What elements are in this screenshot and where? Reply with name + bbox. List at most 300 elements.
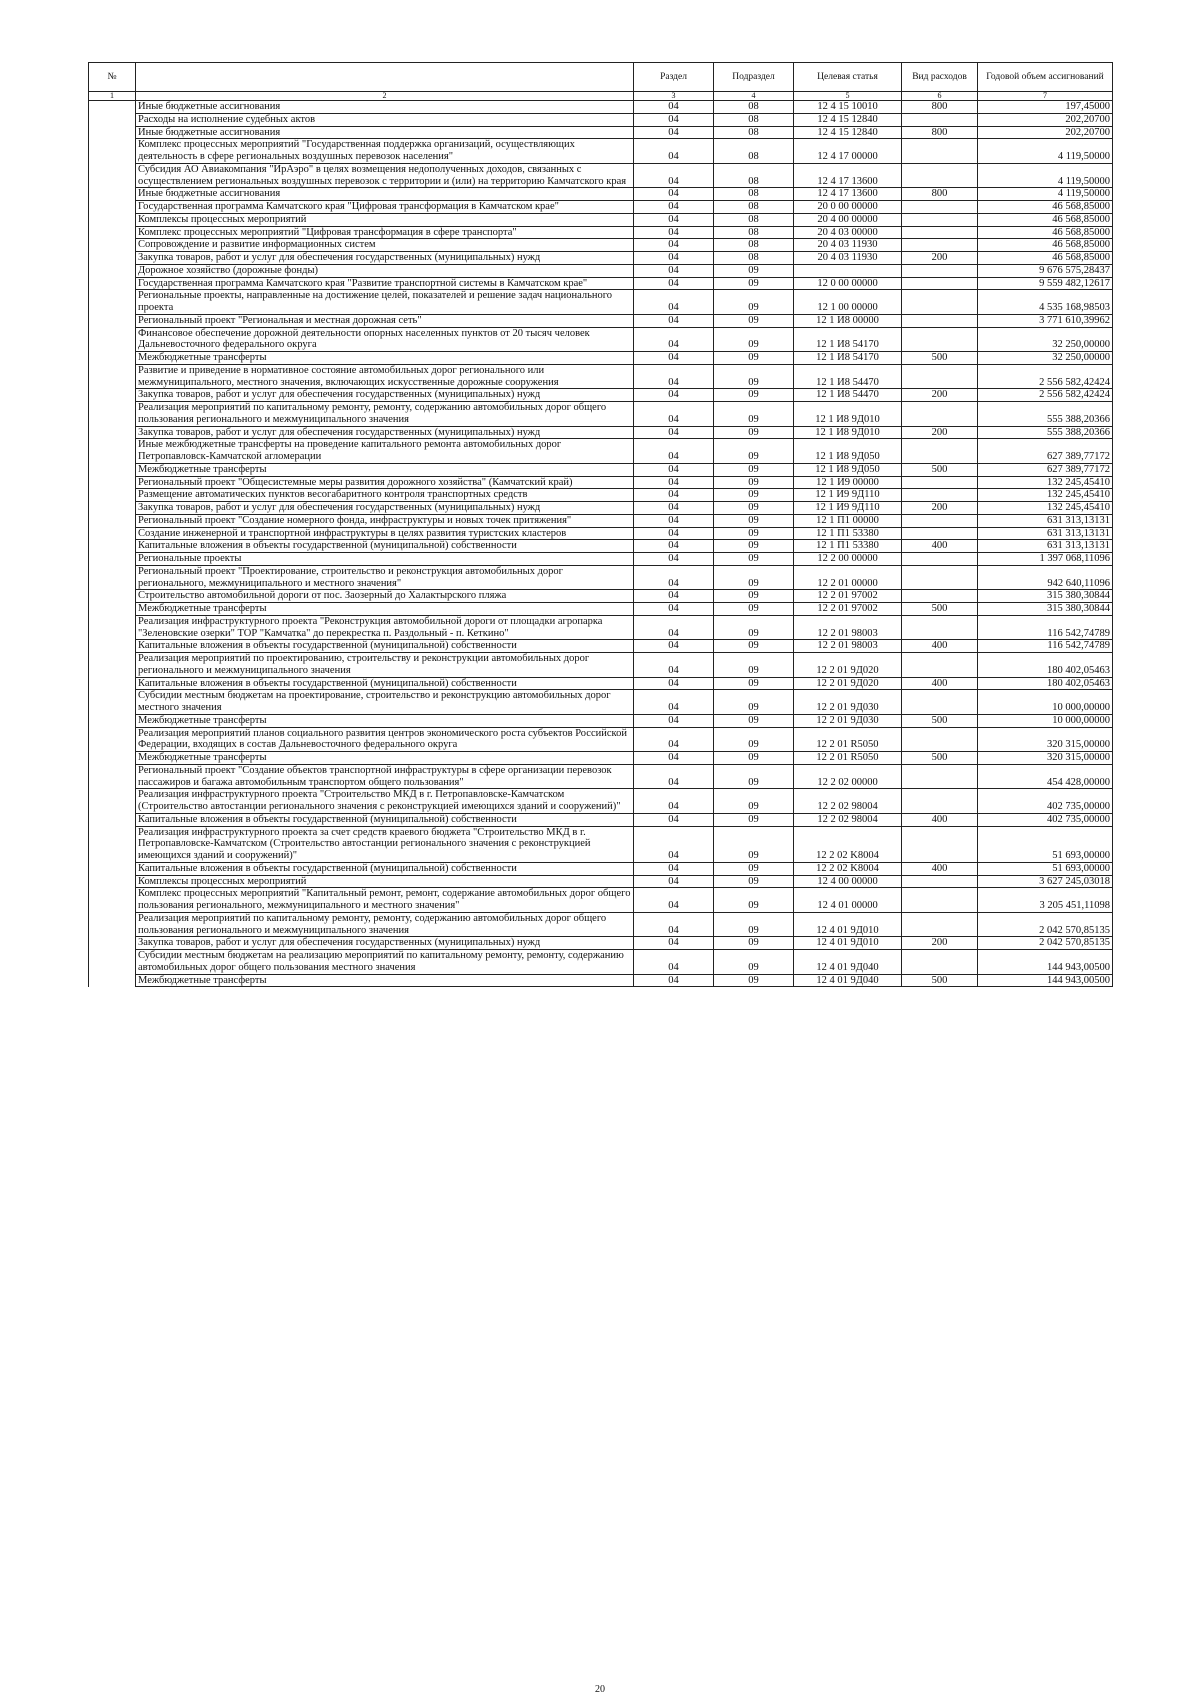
table-row [89,640,1113,653]
header-amount: Годовой объем ассигнований [978,63,1113,92]
article-cell: 12 4 15 10010 [794,101,902,114]
section-cell: 04 [634,888,714,913]
amount-cell: 116 542,74789 [978,640,1113,653]
section-cell: 04 [634,239,714,252]
article-cell: 12 2 01 98003 [794,615,902,640]
subsection-cell: 09 [714,950,794,975]
article-cell: 12 1 И9 9Д110 [794,502,902,515]
article-cell: 12 1 П1 53380 [794,540,902,553]
article-cell: 12 2 01 9Д020 [794,653,902,678]
article-cell: 12 2 01 R5050 [794,727,902,752]
amount-cell: 10 000,00000 [978,714,1113,727]
row-number-cell [89,290,136,315]
item-name-cell: Реализация инфраструктурного проекта "Реконструкция автомобильной дороги от площадки агропарка "Зеленовские озерки" ТОР "Камчатка" до перекрестка п. Раздольный - п. Кеткино" [136,615,634,640]
expense-kind-cell [902,489,978,502]
section-cell: 04 [634,950,714,975]
subsection-cell: 09 [714,937,794,950]
expense-kind-cell [902,290,978,315]
subsection-cell: 09 [714,862,794,875]
subsection-cell: 09 [714,590,794,603]
expense-kind-cell: 500 [902,714,978,727]
article-cell: 12 1 И8 9Д050 [794,463,902,476]
section-cell: 04 [634,514,714,527]
table-row [89,615,1113,640]
item-name-cell: Капитальные вложения в объекты государственной (муниципальной) собственности [136,677,634,690]
article-cell: 12 4 17 00000 [794,139,902,164]
amount-cell: 631 313,13131 [978,540,1113,553]
table-row [89,213,1113,226]
section-cell: 04 [634,463,714,476]
amount-cell: 454 428,00000 [978,764,1113,789]
item-name-cell: Региональный проект "Общесистемные меры развития дорожного хозяйства" (Камчатский край) [136,476,634,489]
table-row [89,139,1113,164]
article-cell: 12 4 01 9Д010 [794,937,902,950]
expense-kind-cell [902,950,978,975]
column-number: 6 [902,92,978,101]
expense-kind-cell: 800 [902,101,978,114]
expense-kind-cell: 400 [902,640,978,653]
item-name-cell: Капитальные вложения в объекты государственной (муниципальной) собственности [136,813,634,826]
section-cell: 04 [634,540,714,553]
amount-cell: 1 397 068,11096 [978,553,1113,566]
item-name-cell: Региональный проект "Проектирование, строительство и реконструкция автомобильных дорог регионального, межмуниципального и местного значения" [136,565,634,590]
expense-kind-cell [902,476,978,489]
row-number-cell [89,113,136,126]
amount-cell: 46 568,85000 [978,201,1113,214]
table-row [89,727,1113,752]
item-name-cell: Закупка товаров, работ и услуг для обеспечения государственных (муниципальных) нужд [136,252,634,265]
expense-kind-cell [902,615,978,640]
header-row [89,63,1113,92]
column-number: 7 [978,92,1113,101]
row-number-cell [89,813,136,826]
section-cell: 04 [634,264,714,277]
table-row [89,752,1113,765]
row-number-cell [89,912,136,937]
article-cell: 12 4 01 9Д040 [794,950,902,975]
table-row [89,677,1113,690]
expense-kind-cell [902,439,978,464]
amount-cell: 402 735,00000 [978,813,1113,826]
amount-cell: 3 205 451,11098 [978,888,1113,913]
section-cell: 04 [634,764,714,789]
amount-cell: 51 693,00000 [978,862,1113,875]
amount-cell: 32 250,00000 [978,327,1113,352]
article-cell: 12 0 00 00000 [794,277,902,290]
expense-kind-cell: 800 [902,126,978,139]
table-row [89,439,1113,464]
section-cell: 04 [634,640,714,653]
table-row [89,402,1113,427]
row-number-cell [89,188,136,201]
row-number-cell [89,163,136,188]
table-row [89,188,1113,201]
expense-kind-cell [902,653,978,678]
article-cell: 12 1 И8 9Д010 [794,402,902,427]
item-name-cell: Межбюджетные трансферты [136,752,634,765]
table-row [89,813,1113,826]
item-name-cell: Комплекс процессных мероприятий "Капитальный ремонт, ремонт, содержание автомобильных дорог общего пользования регионального, межмуниципального и местного значения" [136,888,634,913]
section-cell: 04 [634,163,714,188]
subsection-cell: 09 [714,476,794,489]
section-cell: 04 [634,113,714,126]
item-name-cell: Иные бюджетные ассигнования [136,126,634,139]
article-cell: 12 1 И8 00000 [794,314,902,327]
section-cell: 04 [634,752,714,765]
subsection-cell: 09 [714,389,794,402]
expense-kind-cell: 500 [902,603,978,616]
item-name-cell: Строительство автомобильной дороги от пос. Заозерный до Халактырского пляжа [136,590,634,603]
table-row [89,201,1113,214]
row-number-cell [89,426,136,439]
item-name-cell: Капитальные вложения в объекты государственной (муниципальной) собственности [136,862,634,875]
subsection-cell: 08 [714,239,794,252]
subsection-cell: 09 [714,364,794,389]
subsection-cell: 09 [714,789,794,814]
subsection-cell: 09 [714,974,794,987]
row-number-cell [89,352,136,365]
row-number-cell [89,213,136,226]
row-number-cell [89,277,136,290]
expense-kind-cell [902,565,978,590]
item-name-cell: Капитальные вложения в объекты государственной (муниципальной) собственности [136,640,634,653]
amount-cell: 631 313,13131 [978,514,1113,527]
amount-cell: 46 568,85000 [978,213,1113,226]
header-num: № [89,63,136,92]
amount-cell: 4 119,50000 [978,163,1113,188]
item-name-cell: Региональные проекты [136,553,634,566]
item-name-cell: Реализация инфраструктурного проекта "Строительство МКД в г. Петропавловске-Камчатском (Строительство автостанции регионального значения с реконструкцией имеющихся зданий и сооружений)" [136,789,634,814]
subsection-cell: 08 [714,226,794,239]
item-name-cell: Государственная программа Камчатского края "Развитие транспортной системы в Камчатском крае" [136,277,634,290]
table-row [89,764,1113,789]
row-number-cell [89,875,136,888]
column-number: 1 [89,92,136,101]
row-number-cell [89,565,136,590]
row-number-cell [89,514,136,527]
subsection-cell: 09 [714,875,794,888]
subsection-cell: 09 [714,653,794,678]
expense-kind-cell [902,826,978,862]
item-name-cell: Межбюджетные трансферты [136,974,634,987]
item-name-cell: Иные бюджетные ассигнования [136,188,634,201]
expense-kind-cell [902,590,978,603]
row-number-cell [89,463,136,476]
subsection-cell: 09 [714,327,794,352]
expense-kind-cell [902,113,978,126]
row-number-cell [89,752,136,765]
item-name-cell: Государственная программа Камчатского края "Цифровая трансформация в Камчатском крае" [136,201,634,214]
article-cell: 12 2 02 98004 [794,789,902,814]
row-number-cell [89,327,136,352]
amount-cell: 3 771 610,39962 [978,314,1113,327]
row-number-cell [89,314,136,327]
article-cell: 12 1 И9 9Д110 [794,489,902,502]
row-number-cell [89,264,136,277]
item-name-cell: Субсидии местным бюджетам на проектирование, строительство и реконструкцию автомобильных дорог местного значения [136,690,634,715]
subsection-cell: 08 [714,126,794,139]
table-row [89,463,1113,476]
subsection-cell: 09 [714,553,794,566]
section-cell: 04 [634,327,714,352]
section-cell: 04 [634,974,714,987]
expense-kind-cell [902,226,978,239]
expense-kind-cell [902,364,978,389]
item-name-cell: Региональные проекты, направленные на достижение целей, показателей и решение задач национального проекта [136,290,634,315]
item-name-cell: Закупка товаров, работ и услуг для обеспечения государственных (муниципальных) нужд [136,426,634,439]
article-cell: 20 4 00 00000 [794,213,902,226]
amount-cell: 116 542,74789 [978,615,1113,640]
article-cell: 20 0 00 00000 [794,201,902,214]
subsection-cell: 09 [714,603,794,616]
item-name-cell: Межбюджетные трансферты [136,352,634,365]
item-name-cell: Дорожное хозяйство (дорожные фонды) [136,264,634,277]
subsection-cell: 09 [714,752,794,765]
expense-kind-cell [902,201,978,214]
amount-cell: 631 313,13131 [978,527,1113,540]
table-row [89,163,1113,188]
row-number-cell [89,677,136,690]
expense-kind-cell: 500 [902,974,978,987]
subsection-cell: 09 [714,402,794,427]
subsection-cell: 08 [714,252,794,265]
item-name-cell: Закупка товаров, работ и услуг для обеспечения государственных (муниципальных) нужд [136,502,634,515]
amount-cell: 627 389,77172 [978,463,1113,476]
article-cell: 12 4 15 12840 [794,113,902,126]
item-name-cell: Межбюджетные трансферты [136,714,634,727]
row-number-cell [89,201,136,214]
article-cell: 20 4 03 00000 [794,226,902,239]
subsection-cell: 09 [714,489,794,502]
row-number-cell [89,590,136,603]
section-cell: 04 [634,101,714,114]
section-cell: 04 [634,489,714,502]
row-number-cell [89,553,136,566]
amount-cell: 180 402,05463 [978,653,1113,678]
section-cell: 04 [634,789,714,814]
subsection-cell: 09 [714,426,794,439]
expense-kind-cell: 500 [902,752,978,765]
section-cell: 04 [634,714,714,727]
table-row [89,514,1113,527]
section-cell: 04 [634,553,714,566]
row-number-cell [89,226,136,239]
amount-cell: 51 693,00000 [978,826,1113,862]
article-cell: 12 1 П1 00000 [794,514,902,527]
expense-kind-cell [902,888,978,913]
row-number-cell [89,402,136,427]
table-row [89,789,1113,814]
amount-cell: 4 535 168,98503 [978,290,1113,315]
expense-kind-cell: 200 [902,389,978,402]
subsection-cell: 09 [714,615,794,640]
item-name-cell: Комплексы процессных мероприятий [136,875,634,888]
amount-cell: 202,20700 [978,113,1113,126]
amount-cell: 144 943,00500 [978,974,1113,987]
expense-kind-cell [902,514,978,527]
table-row [89,290,1113,315]
item-name-cell: Сопровождение и развитие информационных систем [136,239,634,252]
section-cell: 04 [634,653,714,678]
expense-kind-cell: 200 [902,426,978,439]
item-name-cell: Комплекс процессных мероприятий "Цифровая трансформация в сфере транспорта" [136,226,634,239]
article-cell: 12 1 И8 9Д010 [794,426,902,439]
row-number-cell [89,476,136,489]
subsection-cell: 09 [714,690,794,715]
amount-cell: 46 568,85000 [978,239,1113,252]
item-name-cell: Межбюджетные трансферты [136,463,634,476]
row-number-cell [89,126,136,139]
row-number-cell [89,862,136,875]
table-row [89,912,1113,937]
subsection-cell: 09 [714,727,794,752]
article-cell: 12 1 И8 54170 [794,327,902,352]
row-number-cell [89,439,136,464]
expense-kind-cell [902,264,978,277]
row-number-cell [89,252,136,265]
row-number-cell [89,640,136,653]
article-cell: 12 4 01 9Д040 [794,974,902,987]
subsection-cell: 09 [714,314,794,327]
article-cell: 12 1 П1 53380 [794,527,902,540]
row-number-cell [89,502,136,515]
section-cell: 04 [634,126,714,139]
row-number-cell [89,527,136,540]
table-row [89,875,1113,888]
subsection-cell: 09 [714,888,794,913]
table-row [89,888,1113,913]
table-row [89,389,1113,402]
section-cell: 04 [634,826,714,862]
article-cell [794,264,902,277]
column-number: 2 [136,92,634,101]
amount-cell: 46 568,85000 [978,252,1113,265]
table-row [89,364,1113,389]
subsection-cell: 08 [714,163,794,188]
table-row [89,974,1113,987]
expense-kind-cell: 800 [902,188,978,201]
amount-cell: 10 000,00000 [978,690,1113,715]
row-number-cell [89,139,136,164]
amount-cell: 402 735,00000 [978,789,1113,814]
expense-kind-cell [902,875,978,888]
amount-cell: 2 042 570,85135 [978,912,1113,937]
article-cell: 20 4 03 11930 [794,239,902,252]
section-cell: 04 [634,201,714,214]
section-cell: 04 [634,402,714,427]
section-cell: 04 [634,139,714,164]
table-row [89,653,1113,678]
row-number-cell [89,789,136,814]
column-number: 5 [794,92,902,101]
table-row [89,101,1113,114]
table-row [89,714,1113,727]
row-number-cell [89,690,136,715]
expense-kind-cell [902,277,978,290]
expense-kind-cell [902,912,978,937]
subsection-cell: 09 [714,463,794,476]
row-number-cell [89,615,136,640]
table-row [89,950,1113,975]
item-name-cell: Реализация инфраструктурного проекта за счет средств краевого бюджета "Строительство МКД в г. Петропавловске-Камчатском (Строительство автостанции регионального значения с реконструкцией имеющихся зданий и сооружений)" [136,826,634,862]
amount-cell: 555 388,20366 [978,402,1113,427]
subsection-cell: 09 [714,502,794,515]
table-row [89,126,1113,139]
row-number-cell [89,364,136,389]
table-row [89,826,1113,862]
subsection-cell: 08 [714,139,794,164]
amount-cell: 4 119,50000 [978,188,1113,201]
header-subsection: Подраздел [714,63,794,92]
article-cell: 12 2 02 K8004 [794,862,902,875]
row-number-cell [89,727,136,752]
subsection-cell: 09 [714,514,794,527]
expense-kind-cell [902,239,978,252]
item-name-cell: Иные межбюджетные трансферты на проведение капитального ремонта автомобильных дорог Петропавловск-Камчатской агломерации [136,439,634,464]
page-number: 20 [595,1684,605,1695]
subsection-cell: 09 [714,277,794,290]
budget-table [88,62,1113,987]
subsection-cell: 09 [714,352,794,365]
table-row [89,565,1113,590]
subsection-cell: 09 [714,826,794,862]
expense-kind-cell: 200 [902,252,978,265]
subsection-cell: 09 [714,813,794,826]
amount-cell: 627 389,77172 [978,439,1113,464]
table-row [89,277,1113,290]
item-name-cell: Комплекс процессных мероприятий "Государственная поддержка организаций, осуществляющих деятельность в сфере региональных воздушных перевозок населения" [136,139,634,164]
subsection-cell: 09 [714,640,794,653]
table-row [89,314,1113,327]
table-row [89,426,1113,439]
item-name-cell: Реализация мероприятий по капитальному ремонту, ремонту, содержанию автомобильных дорог общего пользования регионального и межмуниципального значения [136,912,634,937]
row-number-cell [89,974,136,987]
section-cell: 04 [634,364,714,389]
expense-kind-cell: 200 [902,937,978,950]
expense-kind-cell [902,727,978,752]
article-cell: 12 4 01 00000 [794,888,902,913]
row-number-cell [89,489,136,502]
table-row [89,502,1113,515]
amount-cell: 320 315,00000 [978,727,1113,752]
amount-cell: 555 388,20366 [978,426,1113,439]
amount-cell: 942 640,11096 [978,565,1113,590]
item-name-cell: Межбюджетные трансферты [136,603,634,616]
amount-cell: 132 245,45410 [978,476,1113,489]
section-cell: 04 [634,937,714,950]
section-cell: 04 [634,188,714,201]
article-cell: 12 4 17 13600 [794,163,902,188]
expense-kind-cell [902,213,978,226]
section-cell: 04 [634,314,714,327]
item-name-cell: Региональный проект "Создание объектов транспортной инфраструктуры в сфере организации перевозок пассажиров и багажа автомобильным транспортом общего пользования" [136,764,634,789]
article-cell: 12 2 01 9Д020 [794,677,902,690]
table-body [89,101,1113,987]
amount-cell: 9 676 575,28437 [978,264,1113,277]
table-row [89,540,1113,553]
amount-cell: 315 380,30844 [978,603,1113,616]
expense-kind-cell [902,690,978,715]
item-name-cell: Финансовое обеспечение дорожной деятельности опорных населенных пунктов от 20 тысяч человек Дальневосточного федерального округа [136,327,634,352]
item-name-cell: Региональный проект "Региональная и местная дорожная сеть" [136,314,634,327]
item-name-cell: Реализация мероприятий по проектированию, строительству и реконструкции автомобильных дорог регионального и межмуниципального значения [136,653,634,678]
article-cell: 12 1 00 00000 [794,290,902,315]
article-cell: 12 1 И9 00000 [794,476,902,489]
header-kind: Вид расходов [902,63,978,92]
article-cell: 12 2 02 00000 [794,764,902,789]
article-cell: 12 4 00 00000 [794,875,902,888]
amount-cell: 202,20700 [978,126,1113,139]
